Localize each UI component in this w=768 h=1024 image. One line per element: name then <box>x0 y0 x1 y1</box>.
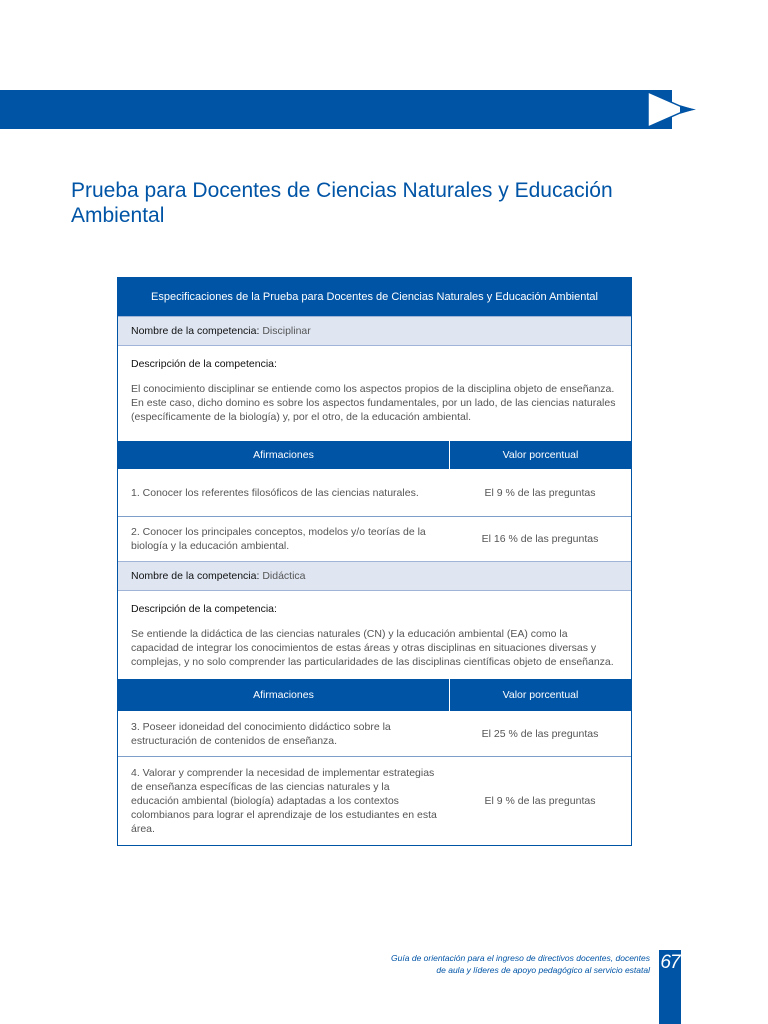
affirmation-text: 3. Poseer idoneidad del conocimiento didáctico sobre la estructuración de contenidos de enseñanza. <box>131 720 391 747</box>
table-row <box>118 757 631 845</box>
footer-line-2: de aula y líderes de apoyo pedagógico al servicio estatal <box>436 965 650 975</box>
affirmation-percentage: El 25 % de las preguntas <box>481 727 599 740</box>
percentage-column-header: Valor porcentual <box>502 449 579 461</box>
footer-text <box>330 952 650 976</box>
page-number: 67 <box>660 952 680 973</box>
table-row <box>118 711 631 757</box>
competency-description-text: El conocimiento disciplinar se entiende como los aspectos propios de la disciplina objeto de enseñanza. En este caso, dicho domino es sobre los aspectos fundamentales, por un lado, de las ciencias naturales (específicamente de la biología) y, por el otro, de la educación ambiental. <box>131 383 616 423</box>
competency-name-value: Disciplinar <box>262 325 311 337</box>
competency-description-label: Descripción de la competencia: <box>131 603 277 615</box>
affirmation-percentage: El 9 % de las preguntas <box>484 486 596 499</box>
competency-description-text: Se entiende la didáctica de las ciencias naturales (CN) y la educación ambiental (EA) como la capacidad de integrar los conocimientos de estas áreas y otras disciplinas en situaciones diversas y complejas, y no solo comprender las particularidades de las disciplinas científicas objeto de enseñanza. <box>131 628 614 668</box>
competency-description-label: Descripción de la competencia: <box>131 358 277 370</box>
pencil-tip-icon <box>632 90 712 129</box>
affirmation-percentage: El 16 % de las preguntas <box>481 533 599 545</box>
header-band <box>0 90 672 129</box>
table-row <box>118 469 631 517</box>
affirmation-text: 4. Valorar y comprender la necesidad de implementar estrategias de enseñanza específicas de las ciencias naturales y la educación ambiental (biología) adaptadas a los contextos colombianos para lograr el aprendizaje de los estudiantes en esta área. <box>131 767 437 835</box>
competency-name-row <box>118 561 631 591</box>
table-header: Especificaciones de la Prueba para Docentes de Ciencias Naturales y Educación Ambiental <box>118 278 631 316</box>
competency-description <box>118 346 631 441</box>
affirmations-column-header: Afirmaciones <box>118 679 450 711</box>
affirmation-text: 1. Conocer los referentes filosóficos de las ciencias naturales. <box>131 486 419 499</box>
competency-name-row <box>118 316 631 346</box>
competency-name-label: Nombre de la competencia: <box>131 325 260 337</box>
specifications-table <box>117 277 632 846</box>
affirmations-header <box>118 679 631 711</box>
competency-name-value: Didáctica <box>262 570 306 582</box>
affirmations-column-header: Afirmaciones <box>118 441 450 469</box>
affirmation-text: 2. Conocer los principales conceptos, modelos y/o teorías de la biología y la educación ambiental. <box>131 526 426 552</box>
competency-description <box>118 591 631 679</box>
footer-line-1: Guía de orientación para el ingreso de directivos docentes, docentes <box>391 953 650 963</box>
percentage-column-header: Valor porcentual <box>502 689 579 701</box>
affirmation-percentage: El 9 % de las preguntas <box>484 795 596 807</box>
table-row <box>118 517 631 561</box>
affirmations-header <box>118 441 631 469</box>
competency-name-label: Nombre de la competencia: <box>131 570 260 582</box>
page-title: Prueba para Docentes de Ciencias Naturales y Educación Ambiental <box>71 179 613 227</box>
